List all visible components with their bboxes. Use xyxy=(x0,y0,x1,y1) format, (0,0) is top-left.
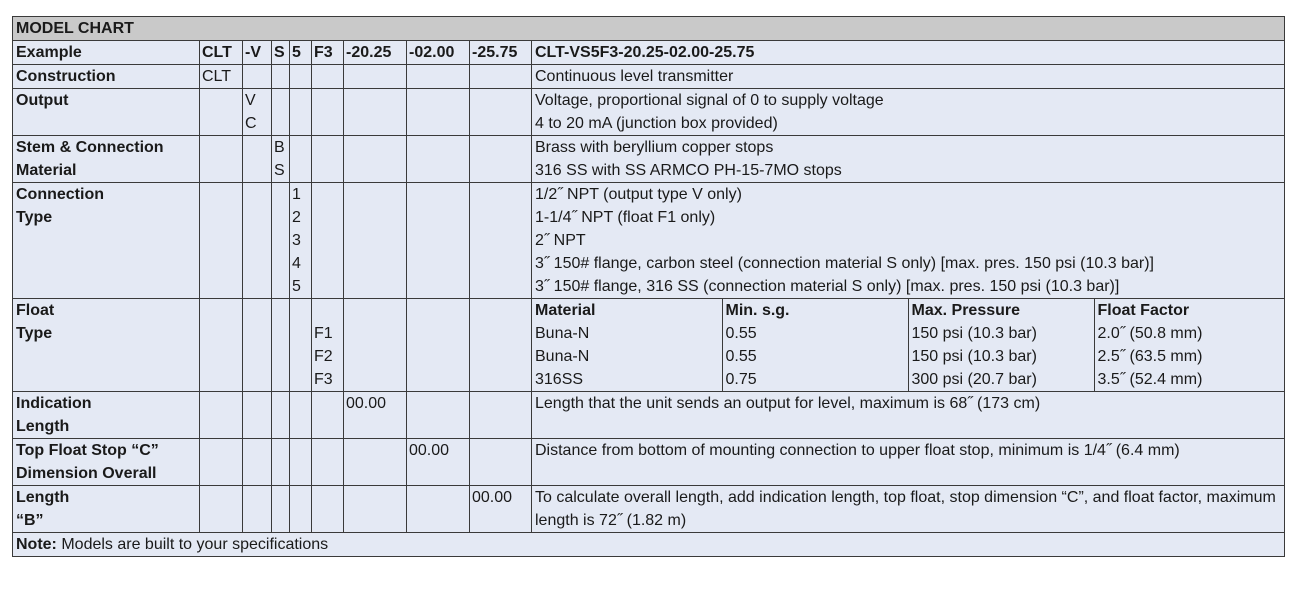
example-code: -25.75 xyxy=(470,41,532,65)
topfloat-desc: Distance from bottom of mounting connection to upper float stop, minimum is 1/4˝ (6.4 mm) xyxy=(532,439,1285,486)
float-subtable-row xyxy=(532,345,1284,368)
float-cell: 0.55 xyxy=(722,345,908,368)
float-label-line: Type xyxy=(16,325,53,342)
output-code: V xyxy=(245,92,256,109)
connection-label-line: Type xyxy=(16,209,53,226)
connection-desc xyxy=(532,183,1285,299)
model-chart-table xyxy=(12,16,1285,557)
float-code: F3 xyxy=(314,371,333,388)
float-cell: Buna-N xyxy=(532,322,722,345)
output-row xyxy=(13,89,1285,136)
float-label-line: Float xyxy=(16,302,55,319)
example-code: S xyxy=(272,41,290,65)
note-row xyxy=(13,533,1285,557)
stem-label-line: Stem & Connection xyxy=(16,139,164,156)
note-label: Note: xyxy=(16,536,57,553)
construction-label: Construction xyxy=(13,65,200,89)
float-code: F1 xyxy=(314,325,333,342)
float-header-max-pressure: Max. Pressure xyxy=(908,299,1094,322)
output-code: C xyxy=(245,115,257,132)
example-row xyxy=(13,41,1285,65)
float-cell: 300 psi (20.7 bar) xyxy=(908,368,1094,391)
example-full-model: CLT-VS5F3-20.25-02.00-25.75 xyxy=(532,41,1285,65)
stem-label-line: Material xyxy=(16,162,77,179)
length-label xyxy=(13,486,200,533)
connection-desc-line: 1-1/4˝ NPT (float F1 only) xyxy=(535,209,716,226)
float-cell: 2.5˝ (63.5 mm) xyxy=(1097,348,1203,365)
example-code: CLT xyxy=(200,41,243,65)
float-subtable-header xyxy=(532,299,1284,322)
example-code: -20.25 xyxy=(344,41,407,65)
construction-row xyxy=(13,65,1285,89)
example-code: -02.00 xyxy=(407,41,470,65)
output-desc-line: Voltage, proportional signal of 0 to supply voltage xyxy=(535,92,884,109)
float-cell: 0.55 xyxy=(722,322,908,345)
stem-desc-line: 316 SS with SS ARMCO PH-15-7MO stops xyxy=(535,162,842,179)
connection-desc-line: 3˝ 150# flange, carbon steel (connection material S only) [max. pres. 150 psi (10.3 bar)] xyxy=(535,255,1154,272)
float-code: F2 xyxy=(314,348,333,365)
indication-label-line: Indication xyxy=(16,395,92,412)
float-cell: 150 psi (10.3 bar) xyxy=(908,345,1094,368)
indication-label-line: Length xyxy=(16,418,70,435)
note xyxy=(13,533,1285,557)
topfloat-code: 00.00 xyxy=(407,439,470,486)
connection-label xyxy=(13,183,200,299)
float-cell: 0.75 xyxy=(722,368,908,391)
construction-desc: Continuous level transmitter xyxy=(532,65,1285,89)
example-code: F3 xyxy=(312,41,344,65)
stem-code: B xyxy=(274,139,285,156)
float-subtable-row xyxy=(532,322,1284,345)
float-cell: Buna-N xyxy=(532,345,722,368)
float-cell: 316SS xyxy=(532,368,722,391)
float-header-material: Material xyxy=(532,299,722,322)
output-desc xyxy=(532,89,1285,136)
float-cell: 150 psi (10.3 bar) xyxy=(908,322,1094,345)
float-header-min-sg: Min. s.g. xyxy=(722,299,908,322)
float-subtable-row xyxy=(532,368,1284,391)
connection-code: 4 xyxy=(292,255,301,272)
topfloat-label-line: Top Float Stop “C” xyxy=(16,442,159,459)
note-text: Models are built to your specifications xyxy=(56,536,329,553)
output-label: Output xyxy=(13,89,200,136)
float-cell: 3.5˝ (52.4 mm) xyxy=(1097,371,1203,388)
stem-desc xyxy=(532,136,1285,183)
length-label-line: Length xyxy=(16,489,70,506)
connection-code: 3 xyxy=(292,232,301,249)
connection-row xyxy=(13,183,1285,299)
stem-row xyxy=(13,136,1285,183)
float-codes xyxy=(312,299,344,392)
connection-code: 5 xyxy=(292,278,301,295)
indication-desc: Length that the unit sends an output for level, maximum is 68˝ (173 cm) xyxy=(532,392,1285,439)
stem-desc-line: Brass with beryllium copper stops xyxy=(535,139,774,156)
connection-codes xyxy=(290,183,312,299)
float-type-subtable-cell xyxy=(532,299,1285,392)
indication-label xyxy=(13,392,200,439)
float-header-float-factor: Float Factor xyxy=(1097,302,1190,319)
construction-code: CLT xyxy=(200,65,243,89)
length-label-line: “B” xyxy=(16,512,44,529)
example-label: Example xyxy=(13,41,200,65)
length-row xyxy=(13,486,1285,533)
topfloat-row xyxy=(13,439,1285,486)
connection-label-line: Connection xyxy=(16,186,104,203)
chart-title: MODEL CHART xyxy=(13,17,1285,41)
length-code: 00.00 xyxy=(470,486,532,533)
stem-codes xyxy=(272,136,290,183)
indication-code: 00.00 xyxy=(344,392,407,439)
connection-desc-line: 2˝ NPT xyxy=(535,232,586,249)
float-label xyxy=(13,299,200,392)
connection-code: 1 xyxy=(292,186,301,203)
length-desc: To calculate overall length, add indication length, top float, stop dimension “C”, and float factor, maximum length is 72˝ (1.82 m) xyxy=(532,486,1285,533)
connection-code: 2 xyxy=(292,209,301,226)
example-code: 5 xyxy=(290,41,312,65)
stem-label xyxy=(13,136,200,183)
indication-row xyxy=(13,392,1285,439)
topfloat-label-line: Dimension Overall xyxy=(16,465,157,482)
output-desc-line: 4 to 20 mA (junction box provided) xyxy=(535,115,778,132)
float-type-subtable xyxy=(532,299,1284,391)
float-row xyxy=(13,299,1285,392)
connection-desc-line: 1/2˝ NPT (output type V only) xyxy=(535,186,742,203)
output-codes xyxy=(243,89,272,136)
topfloat-label xyxy=(13,439,200,486)
connection-desc-line: 3˝ 150# flange, 316 SS (connection material S only) [max. pres. 150 psi (10.3 bar)] xyxy=(535,278,1120,295)
stem-code: S xyxy=(274,162,285,179)
float-cell: 2.0˝ (50.8 mm) xyxy=(1097,325,1203,342)
example-code: -V xyxy=(243,41,272,65)
